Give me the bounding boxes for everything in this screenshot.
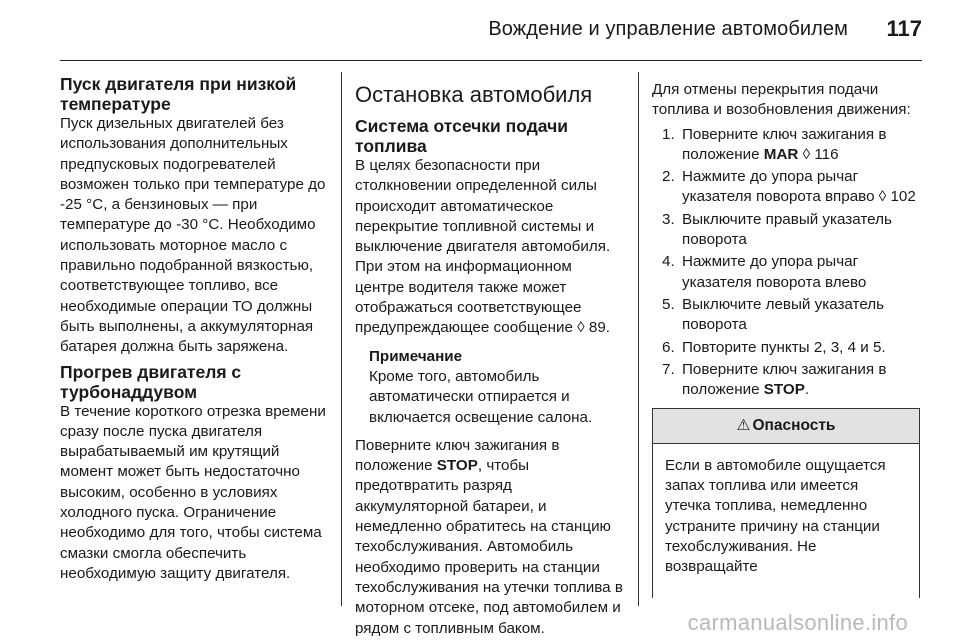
list-item [652,210,920,251]
step-number: 4. [662,253,675,271]
warning-header [653,409,919,443]
list-item [652,125,920,166]
list-item [652,360,920,401]
step-number: 6. [662,338,675,356]
fuel-cutoff-text: В целях безопасности при столкновении определенной силы происходит автоматическое перекрытие топливной системы и выключение двигателя автомобиля. При этом на информационном центре водителя также может отображаться соответствующее предупреждающее сообщение ◊ 89. [355,157,611,337]
list-item [652,295,920,336]
step-number: 7. [662,360,675,378]
ignition-stop-label: STOP [436,457,478,475]
warning-triangle-icon: ⚠ [736,417,751,435]
step-text: Повторите пункты 2, 3, 4 и 5. [682,338,886,356]
list-item [652,338,920,358]
step-number: 5. [662,295,675,313]
turbo-heading: Прогрев двигателя с турбонаддувом [60,361,242,402]
turbo-text: В течение короткого отрезка времени сразу после пуска двигателя вырабатываемый им крутящий момент может быть недостаточно высоким, особенно в условиях холодного пуска. Ограничение необходимо для того, чтобы система смазки смогла обеспечить необходимую защиту двигателя. [60,402,326,582]
header-title: Вождение и управление автомобилем [488,18,848,40]
step-number: 2. [662,168,675,186]
page-number: 117 [886,16,922,41]
step-text: Выключите левый указатель поворота [682,295,885,334]
note-text: Кроме того, автомобиль автоматически отпирается и включается освещение салона. [369,367,593,426]
warning-text: Если в автомобиле ощущается запах топлива или имеется утечка топлива, немедленно устраните причину на станции техобслуживания. Не возвращайте [665,456,886,576]
warning-box [652,408,920,597]
cold-start-heading: Пуск двигателя при низкой температуре [60,74,297,114]
list-item [652,252,920,293]
header-divider [60,60,922,61]
section-title: Остановка автомобиля [355,82,593,107]
fuel-cutoff-heading: Система отсечки подачи топлива [355,116,569,156]
column-left [60,70,332,584]
step-bold: MAR [763,145,799,163]
ignition-text-after: , чтобы предотвратить разряд аккумуляторной батареи, и немедленно обратитесь на станцию техобслуживания. Автомобиль необходимо проверить на станции техобслуживания на утечки топлива в моторном отсеке, под автомобилем и рядом с топливным баком. [355,457,623,637]
step-text: Нажмите до упора рычаг указателя поворота влево [682,253,867,291]
restore-steps-list [652,125,920,401]
step-number: 3. [662,210,675,228]
step-number: 1. [662,125,675,143]
note-title: Примечание [369,347,463,365]
list-item [652,167,920,208]
page-header [0,0,960,62]
step-text: Поверните ключ зажигания в положение [682,125,887,163]
column-divider-1 [341,72,342,606]
column-middle [355,70,625,639]
step-text: Поверните ключ зажигания в положение [682,360,887,399]
step-text: Нажмите до упора рычаг указателя поворота вправо ◊ 102 [682,168,916,206]
column-divider-2 [638,72,639,606]
step-text-after: . [804,381,810,399]
watermark: carmanualsonline.info [687,610,908,635]
column-right [652,70,920,598]
ignition-paragraph [355,436,625,639]
warning-title: Опасность [752,417,836,435]
cold-start-text: Пуск дизельных двигателей без использования дополнительных предпусковых подогревателей возможен только при температуре до -25 °С, а бензиновых — при температуре до -30 °С. Необходимо использовать моторное масло с правильно подобранной вязкостью, соответствующее топливо, все необходимые операции ТО должны быть выполнены, а аккумуляторная батарея должна быть заряжена. [60,115,326,356]
restore-intro: Для отмены перекрытия подачи топлива и возобновления движения: [652,81,911,119]
step-text: Выключите правый указатель поворота [682,210,892,249]
ignition-text-before: Поверните ключ зажигания в положение [355,436,560,475]
step-bold: STOP [763,381,805,399]
step-text-after: ◊ 116 [798,145,839,163]
